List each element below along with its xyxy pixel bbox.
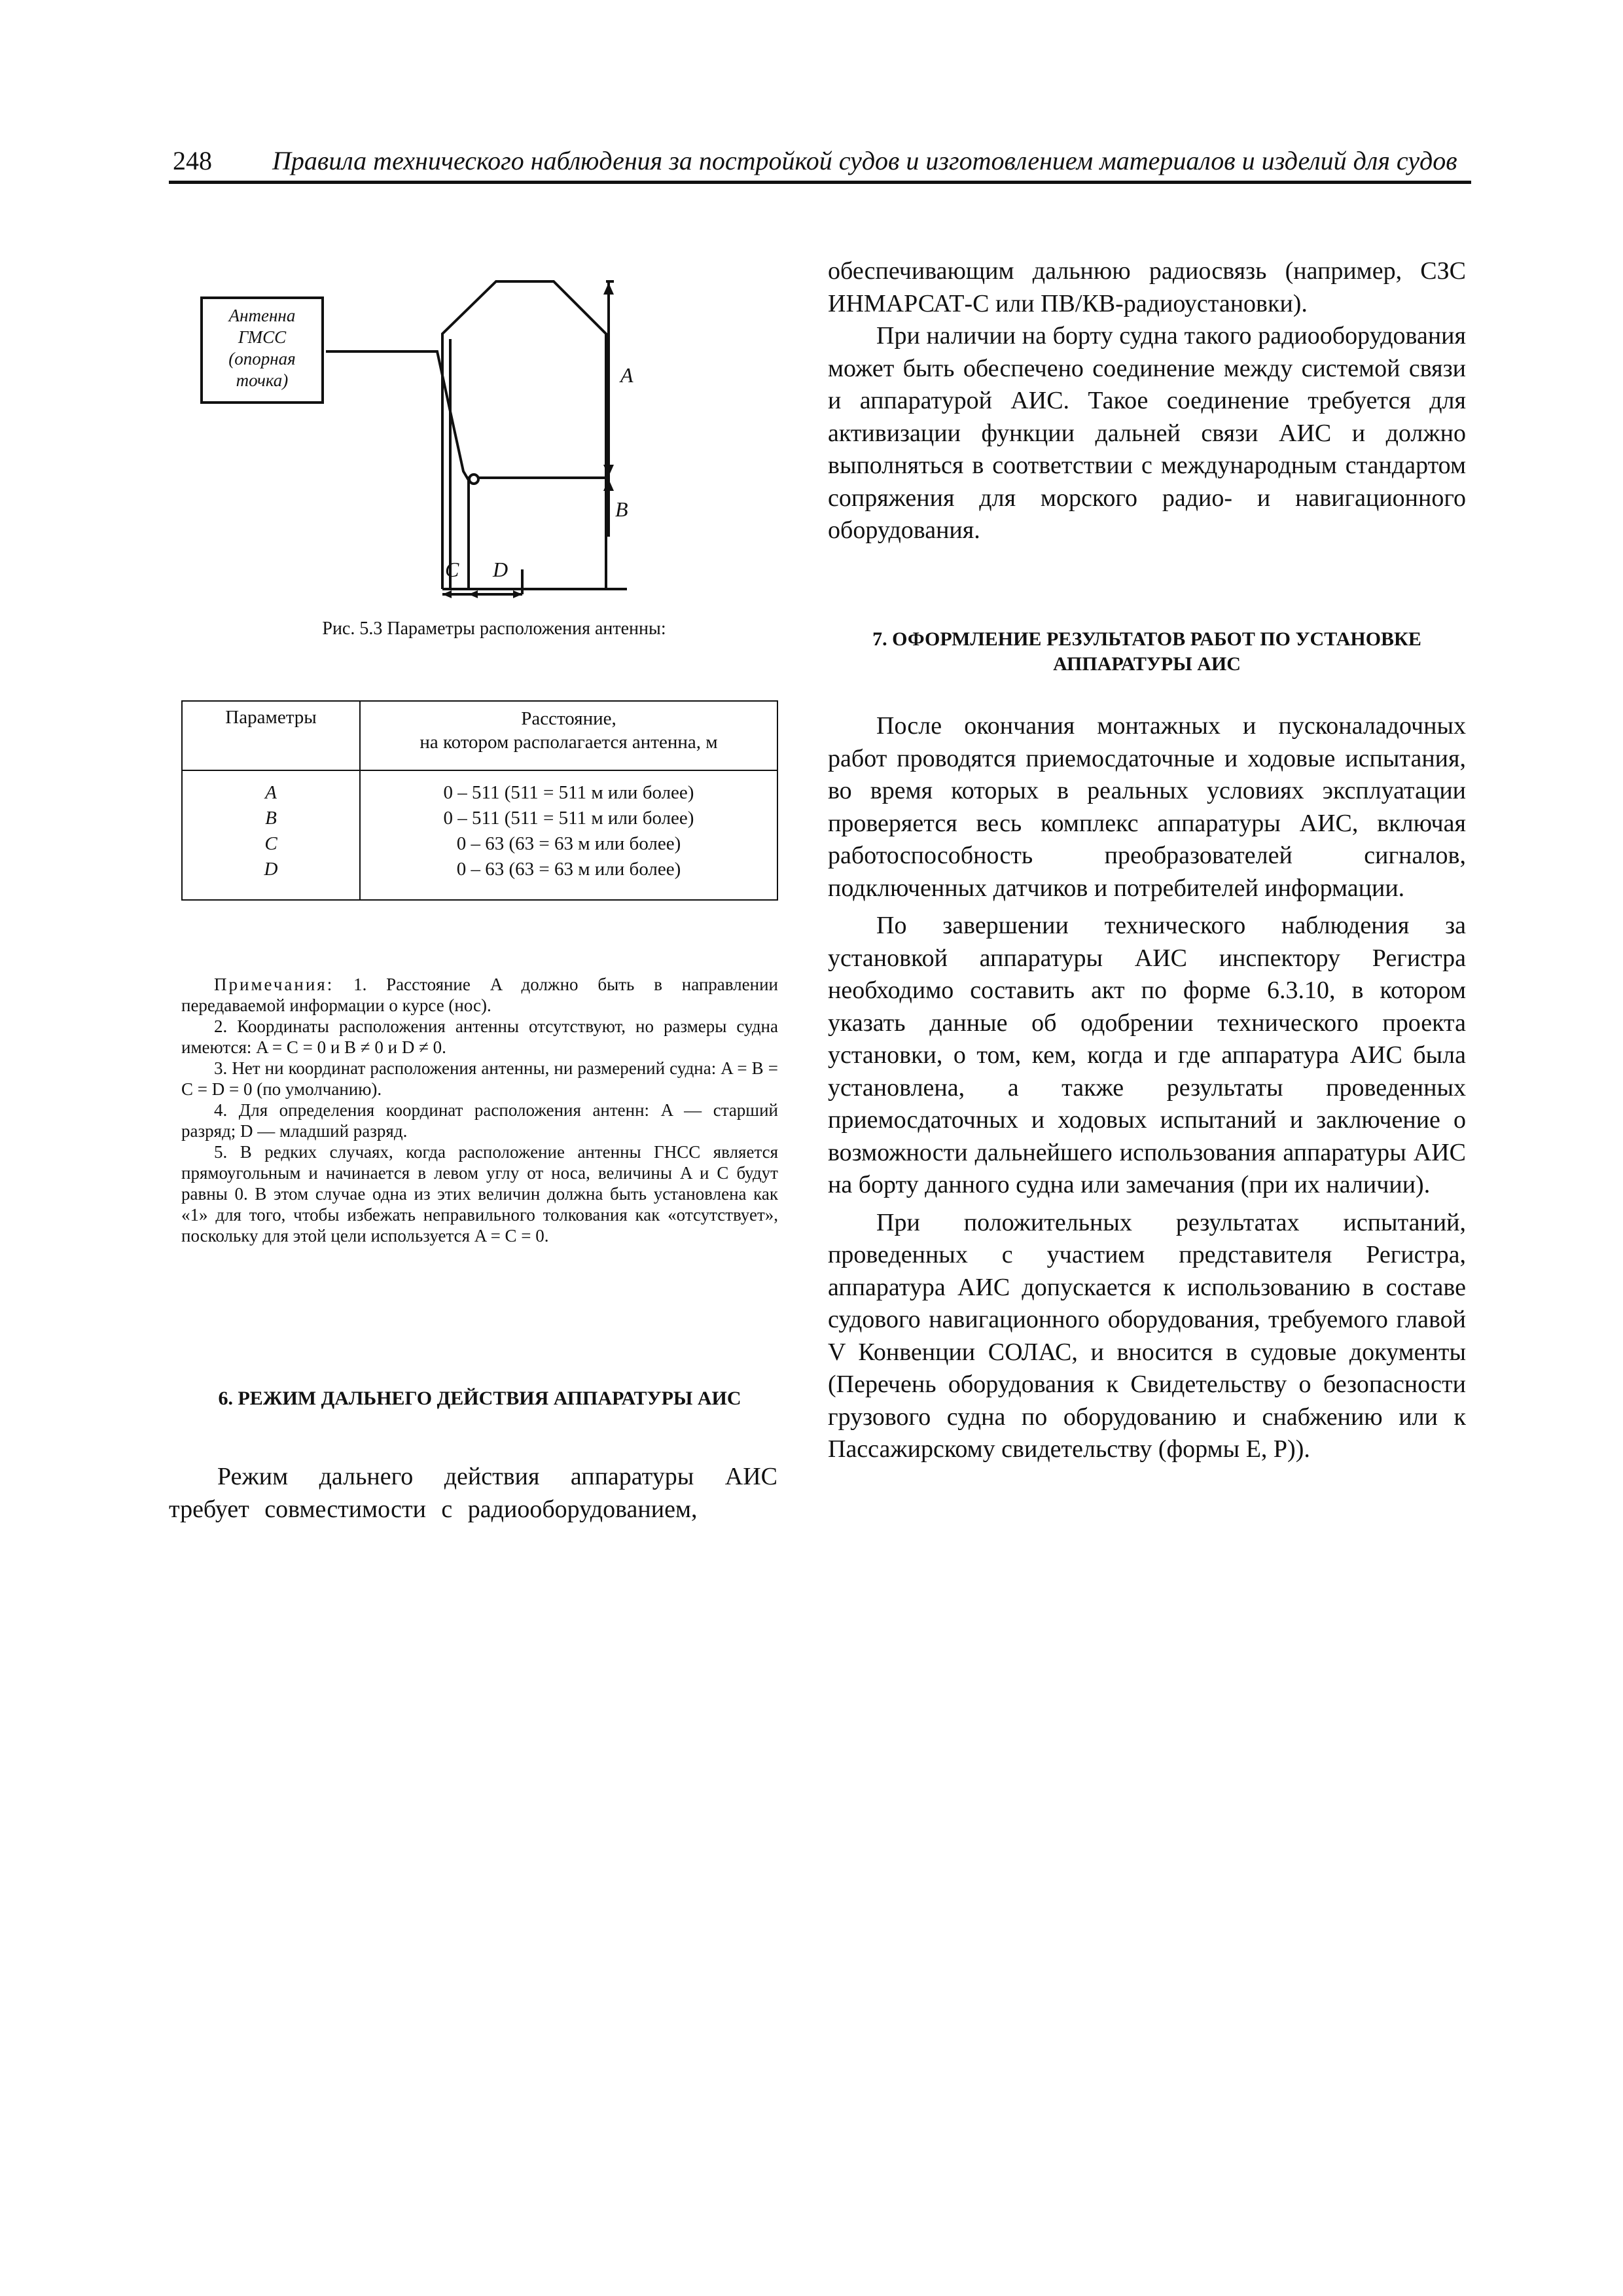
note-2: 2. Координаты расположения антенны отсутствуют, но размеры судна имеются: A = C = 0 и B ≠ 0 и D ≠ 0.	[181, 1016, 778, 1057]
dim-b-label: B	[615, 497, 628, 521]
figure-caption: Рис. 5.3 Параметры расположения антенны:	[322, 619, 666, 639]
antenna-label-line-3: (опорная	[228, 349, 296, 368]
table-values-cell	[360, 770, 777, 900]
parameters-table	[181, 700, 778, 901]
dim-c-label: C	[445, 558, 459, 581]
table-header-distance-line-1: Расстояние,	[521, 708, 616, 729]
notes-label: Примечания:	[214, 975, 334, 994]
leader-line	[326, 351, 470, 482]
table-header-row	[182, 701, 777, 770]
right-paragraph-1: обеспечивающим дальнюю радиосвязь (например, СЗС ИНМАРСАТ-С или ПВ/КВ-радиоустановки).	[828, 257, 1466, 317]
right-column-bottom	[828, 710, 1466, 1466]
note-3: 3. Нет ни координат расположения антенны, ни размерений судна: A = B = C = D = 0 (по умолчанию).	[181, 1058, 778, 1099]
right-column-top	[828, 255, 1466, 547]
note-4: 4. Для определения координат расположения антенн: A — старший разряд; D — младший разряд.	[181, 1100, 778, 1141]
antenna-label-line-2: ГМСС	[238, 327, 287, 347]
running-header	[169, 143, 1471, 185]
antenna-figure	[169, 262, 823, 628]
section-7-heading: 7. ОФОРМЛЕНИЕ РЕЗУЛЬТАТОВ РАБОТ ПО УСТАНОВКЕ АППАРАТУРЫ АИС	[872, 628, 1421, 675]
dim-d-label: D	[493, 558, 508, 581]
right-paragraph-3: После окончания монтажных и пусконаладочных работ проводятся приемосдаточные и ходовые испытания, во время которых в реальных условиях эксплуатации проверяется весь комплекс аппаратуры АИС, включая работоспособность преобразователей сигналов, подключенных датчиков и потребителей информации.	[828, 712, 1466, 902]
table-header-distance	[360, 701, 777, 770]
right-paragraph-4: По завершении технического наблюдения за установкой аппаратуры АИС инспектору Регистра необходимо составить акт по форме 6.3.10, в котором указать данные об одобрении технического проекта установки, о том, кем, когда и где аппаратура АИС была установлена, а также результаты проведенных приемосдаточных и ходовых испытаний и заключение о возможности дальнейшего использования аппаратуры АИС на борту данного судна или замечания (при их наличии).	[828, 912, 1466, 1198]
antenna-label-line-4: точка)	[236, 370, 289, 390]
table-row-b-value: 0 – 511 (511 = 511 м или более)	[443, 808, 694, 829]
table-row-a-param: A	[265, 782, 277, 803]
table-header-distance-line-2: на котором располагается антенна, м	[419, 732, 718, 753]
section-6-heading: 6. РЕЖИМ ДАЛЬНЕГО ДЕЙСТВИЯ АППАРАТУРЫ АИС	[218, 1388, 741, 1409]
ship-outline	[442, 281, 606, 589]
table-row-d-param: D	[264, 859, 278, 880]
table-header-params: Параметры	[182, 701, 360, 770]
antenna-label-line-1: Антенна	[228, 306, 296, 325]
table-row-b-param: B	[265, 808, 277, 829]
section-6-body	[169, 1461, 777, 1526]
table-body-row	[182, 770, 777, 900]
section-6-paragraph-1: Режим дальнего действия аппаратуры АИС требует совместимости с радиооборудованием,	[169, 1463, 777, 1523]
reference-point-marker	[469, 475, 478, 484]
antenna-label	[203, 305, 321, 391]
running-title: Правила технического наблюдения за постройкой судов и изготовлением материалов и изделий для судов	[272, 146, 1457, 175]
table-row-c-param: C	[264, 833, 277, 854]
table-row-a-value: 0 – 511 (511 = 511 м или более)	[443, 782, 694, 803]
table-row-c-value: 0 – 63 (63 = 63 м или более)	[456, 833, 681, 854]
note-1: 1. Расстояние A должно быть в направлении передаваемой информации о курсе (нос).	[181, 975, 778, 1015]
notes-block	[181, 974, 778, 1246]
header-rule	[169, 181, 1471, 184]
table-params-cell	[182, 770, 360, 900]
dim-a-label: A	[620, 363, 633, 387]
right-paragraph-5: При положительных результатах испытаний, проведенных с участием представителя Регистра, аппаратура АИС допускается к использованию в составе судового навигационного оборудования, требуемого главой V Конвенции СОЛАС, и вносится в судовые документы (Перечень оборудования к Свидетельству о безопасности грузового судна по оборудованию и снабжению или к Пассажирскому свидетельству (формы Е, Р)).	[828, 1208, 1466, 1463]
page-number: 248	[173, 146, 212, 175]
right-paragraph-2: При наличии на борту судна такого радиооборудования может быть обеспечено соединение между системой связи и аппаратурой АИС. Такое соединение требуется для активизации функции дальней связи АИС и должно выполняться в соответствии с международным стандартом сопряжения для морского радио- и навигационного оборудования.	[828, 322, 1466, 544]
table-row-d-value: 0 – 63 (63 = 63 м или более)	[456, 859, 681, 880]
note-5: 5. В редких случаях, когда расположение антенны ГНСС является прямоугольным и начинается в левом углу от носа, величины A и C будут равны 0. В этом случае одна из этих величин должна быть установлена как «1» для того, чтобы избежать неправильного толкования как «отсутствует», поскольку для этой цели используется A = C = 0.	[181, 1142, 778, 1246]
